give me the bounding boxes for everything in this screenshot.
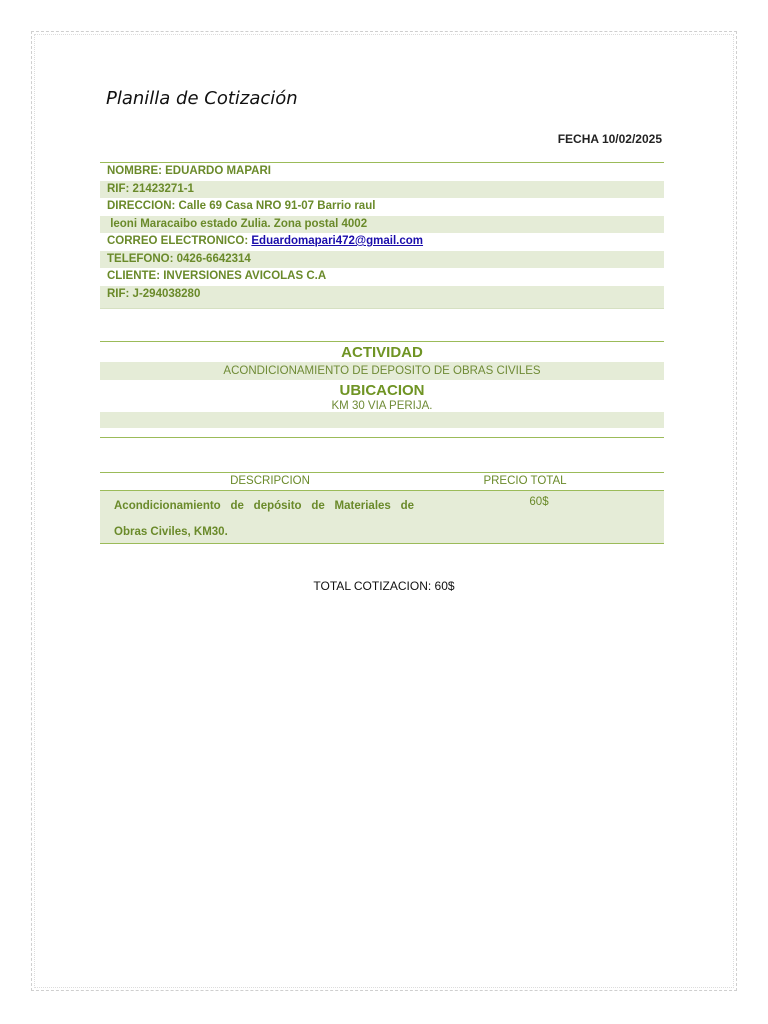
activity-section [100, 341, 664, 438]
correo-label: CORREO ELECTRONICO: [107, 235, 252, 247]
row-precio: 60$ [529, 496, 549, 508]
email-link[interactable]: Eduardomapari472@gmail.com [251, 235, 424, 247]
info-telefono: TELEFONO: 0426-6642314 [100, 251, 664, 269]
activity-spacer [100, 412, 664, 428]
items-header [100, 473, 664, 491]
actividad-title: ACTIVIDAD [341, 344, 423, 361]
row-descripcion: Acondicionamiento de depósito de Materiales de Obras Civiles, KM30. [114, 500, 414, 538]
date-label: FECHA 10/02/2025 [557, 132, 662, 146]
info-nombre: NOMBRE: EDUARDO MAPARI [107, 165, 271, 177]
document-title: Planilla de Cotización [106, 88, 298, 109]
info-rif-cliente: RIF: J-294038280 [100, 286, 664, 304]
info-cliente: CLIENTE: INVERSIONES AVICOLAS C.A [107, 270, 327, 282]
actividad-value: ACONDICIONAMIENTO DE DEPOSITO DE OBRAS CIVILES [100, 362, 664, 380]
items-table [100, 472, 664, 544]
info-direccion-line1: DIRECCION: Calle 69 Casa NRO 91-07 Barrio raul [107, 200, 376, 212]
info-direccion-line2: leoni Maracaibo estado Zulia. Zona postal 4002 [100, 216, 664, 234]
ubicacion-title: UBICACION [339, 382, 425, 399]
header-precio: PRECIO TOTAL [483, 475, 567, 487]
client-info-table [100, 162, 664, 309]
header-descripcion: DESCRIPCION [230, 475, 310, 487]
info-spacer [100, 303, 664, 309]
info-correo [100, 233, 664, 251]
info-rif: RIF: 21423271-1 [100, 181, 664, 199]
total-cotizacion: TOTAL COTIZACION: 60$ [313, 579, 455, 593]
ubicacion-value: KM 30 VIA PERIJA. [331, 400, 433, 412]
activity-bottom-rule [100, 428, 664, 438]
table-row [100, 491, 664, 543]
